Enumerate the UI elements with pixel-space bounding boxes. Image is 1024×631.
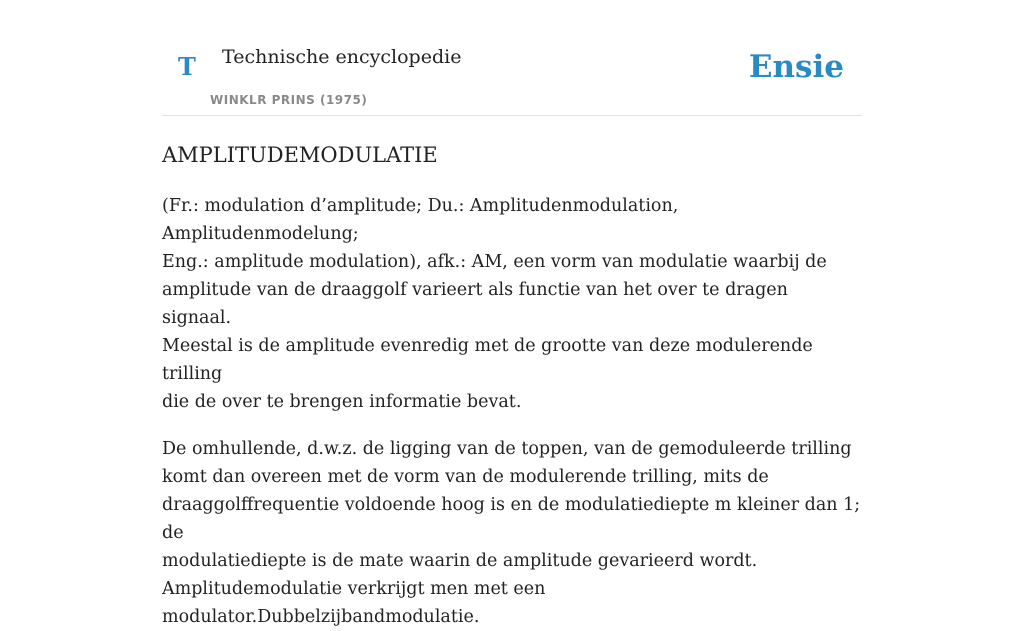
book-subtitle: WINKLR PRINS (1975)	[210, 93, 368, 107]
page	[162, 0, 862, 631]
entry-title: AMPLITUDEMODULATIE	[162, 143, 438, 167]
header	[162, 0, 862, 116]
book-icon: T	[178, 52, 196, 81]
brand-logo-link[interactable]: Ensie	[748, 49, 844, 85]
entry-paragraph: De omhullende, d.w.z. de ligging van de toppen, van de gemoduleerde trilling komt dan overeen met de vorm van de modulerende trilling, mits de draaggolffrequentie voldoende hoog is en de modulatiediepte m kleiner dan 1; de modulatiediepte is de mate waarin de amplitude gevarieerd wordt. Amplitudemodulatie verkrijgt men met een modulator.Dubbelzijbandmodulatie.	[162, 439, 861, 628]
book-title[interactable]: Technische encyclopedie	[222, 46, 462, 68]
entry-paragraph: (Fr.: modulation d’amplitude; Du.: Amplitudenmodulation, Amplitudenmodelung; Eng.: amplitude modulation), afk.: AM, een vorm van modulatie waarbij de amplitude van de draaggolf varieert als functie van het over te dragen signaal. Meestal is de amplitude evenredig met de grootte van deze modulerende trilling die de over te brengen informatie bevat.	[162, 196, 827, 413]
